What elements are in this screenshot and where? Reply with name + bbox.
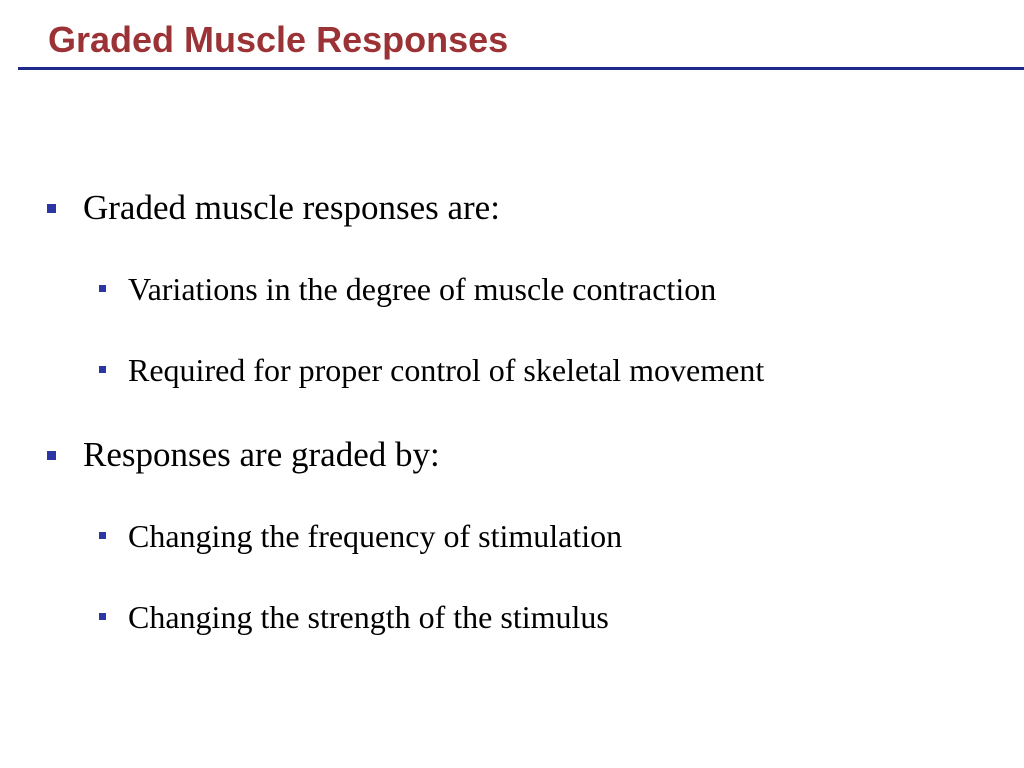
square-bullet-icon	[99, 532, 106, 539]
bullet-text: Graded muscle responses are:	[83, 188, 500, 227]
square-bullet-icon	[99, 366, 106, 373]
sub-bullet-text: Variations in the degree of muscle contraction	[128, 271, 717, 307]
title-underline	[18, 67, 1024, 70]
sub-bullet-text: Changing the frequency of stimulation	[128, 518, 623, 554]
square-bullet-icon	[47, 451, 56, 460]
sub-bullet-text: Changing the strength of the stimulus	[128, 599, 609, 635]
sub-bullet-text: Required for proper control of skeletal movement	[128, 352, 765, 388]
bullet-text: Responses are graded by:	[83, 435, 440, 474]
square-bullet-icon	[99, 613, 106, 620]
square-bullet-icon	[99, 285, 106, 292]
square-bullet-icon	[47, 204, 56, 213]
slide-title: Graded Muscle Responses	[48, 19, 509, 60]
